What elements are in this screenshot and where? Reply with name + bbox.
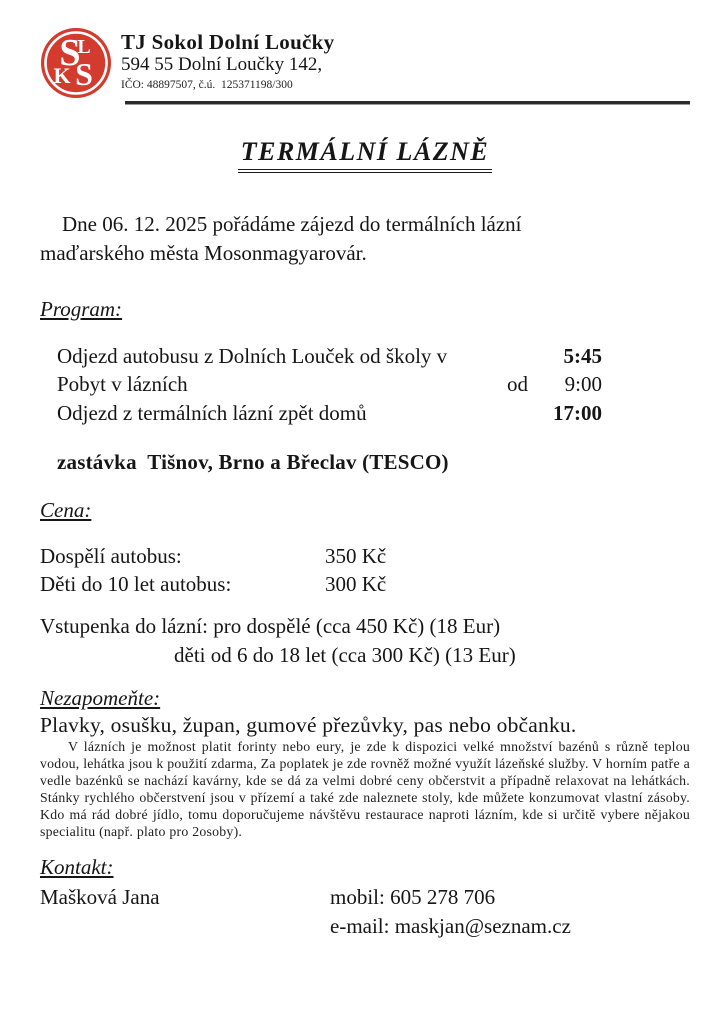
schedule-label: Odjezd autobusu z Dolních Louček od školy v	[57, 343, 448, 368]
price-value: 300 Kč	[325, 571, 387, 596]
letterhead-text	[121, 27, 334, 94]
details-paragraph: V lázních je možnost platit forinty nebo eury, je zde k dispozici velké množství bazénů s různě teplou vodou, lehátka jsou k použití zdarma, Za poplatek je zde rovněž možné využít lázeňské služby. V horním patře a vedle bazénků se nachází kavárny, kde se dá za velmi dobré ceny občerstvit a případně relaxovat na lehátkách. Stánky rychlého občerstvení jsou v přízemí a také zde naleznete stoly, kde můžete konzumovat vlastní zásoby. Kdo má rád dobré jídlo, tomu doporučujeme návštěvu restaurace naproti lázním, kde si určitě vybere nějakou specialitu (např. plato pro 2osoby).	[40, 739, 690, 839]
logo-letter-s-bottom: S	[75, 56, 93, 92]
logo-letter-l: L	[77, 36, 91, 58]
schedule-time: 9:00	[564, 372, 602, 397]
logo-letter-k: K	[53, 63, 71, 88]
sokol-logo-icon	[40, 27, 112, 99]
price-row	[40, 542, 690, 570]
remember-heading: Nezapomeňte:	[40, 686, 161, 711]
price-table	[40, 542, 690, 599]
schedule-prefix: od	[507, 372, 528, 397]
schedule-row	[57, 399, 602, 428]
schedule-label: Pobyt v lázních	[57, 372, 188, 397]
contact-block	[40, 883, 690, 940]
contact-email: e-mail: maskjan@seznam.cz	[330, 913, 571, 938]
ticket-line-children: děti od 6 do 18 let (cca 300 Kč) (13 Eur)	[174, 642, 516, 667]
remember-items: Plavky, osušku, župan, gumové přezůvky, pas nebo občanku.	[40, 713, 577, 738]
price-label: Děti do 10 let autobus:	[40, 571, 232, 596]
contact-name: Mašková Jana	[40, 885, 160, 910]
schedule-time: 17:00	[553, 401, 602, 426]
schedule-row	[57, 370, 602, 399]
ticket-line-adults: Vstupenka do lázní: pro dospělé (cca 450 Kč) (18 Eur)	[40, 614, 501, 639]
page-title: TERMÁLNÍ LÁZNĚ	[238, 137, 493, 173]
bus-stops-line: zastávka Tišnov, Brno a Břeclav (TESCO)	[57, 449, 449, 474]
logo-letter-s-top: S	[59, 32, 81, 74]
letterhead	[40, 27, 690, 99]
price-row	[40, 570, 690, 598]
title-row	[40, 137, 690, 173]
contact-details	[330, 883, 571, 940]
org-name: TJ Sokol Dolní Loučky	[121, 30, 335, 54]
intro-line-1: Dne 06. 12. 2025 pořádáme zájezd do termálních lázní	[62, 212, 522, 236]
ticket-info	[40, 612, 690, 669]
org-ico-line: IČO: 48897507, č.ú. 125371198/300	[121, 78, 293, 91]
intro-line-2: maďarského města Mosonmagyarovár.	[40, 240, 367, 265]
schedule-label: Odjezd z termálních lázní zpět domů	[57, 401, 367, 426]
intro-paragraph	[40, 210, 690, 268]
program-schedule	[57, 342, 602, 428]
price-label: Dospělí autobus:	[40, 543, 182, 568]
schedule-row	[57, 342, 602, 371]
program-heading: Program:	[40, 296, 123, 321]
contact-heading: Kontakt:	[40, 855, 114, 880]
schedule-time: 5:45	[563, 343, 602, 368]
price-heading: Cena:	[40, 497, 92, 522]
contact-mobile: mobil: 605 278 706	[330, 885, 496, 910]
price-value: 350 Kč	[325, 543, 387, 568]
org-address: 594 55 Dolní Loučky 142,	[121, 54, 323, 76]
header-divider	[125, 101, 690, 104]
